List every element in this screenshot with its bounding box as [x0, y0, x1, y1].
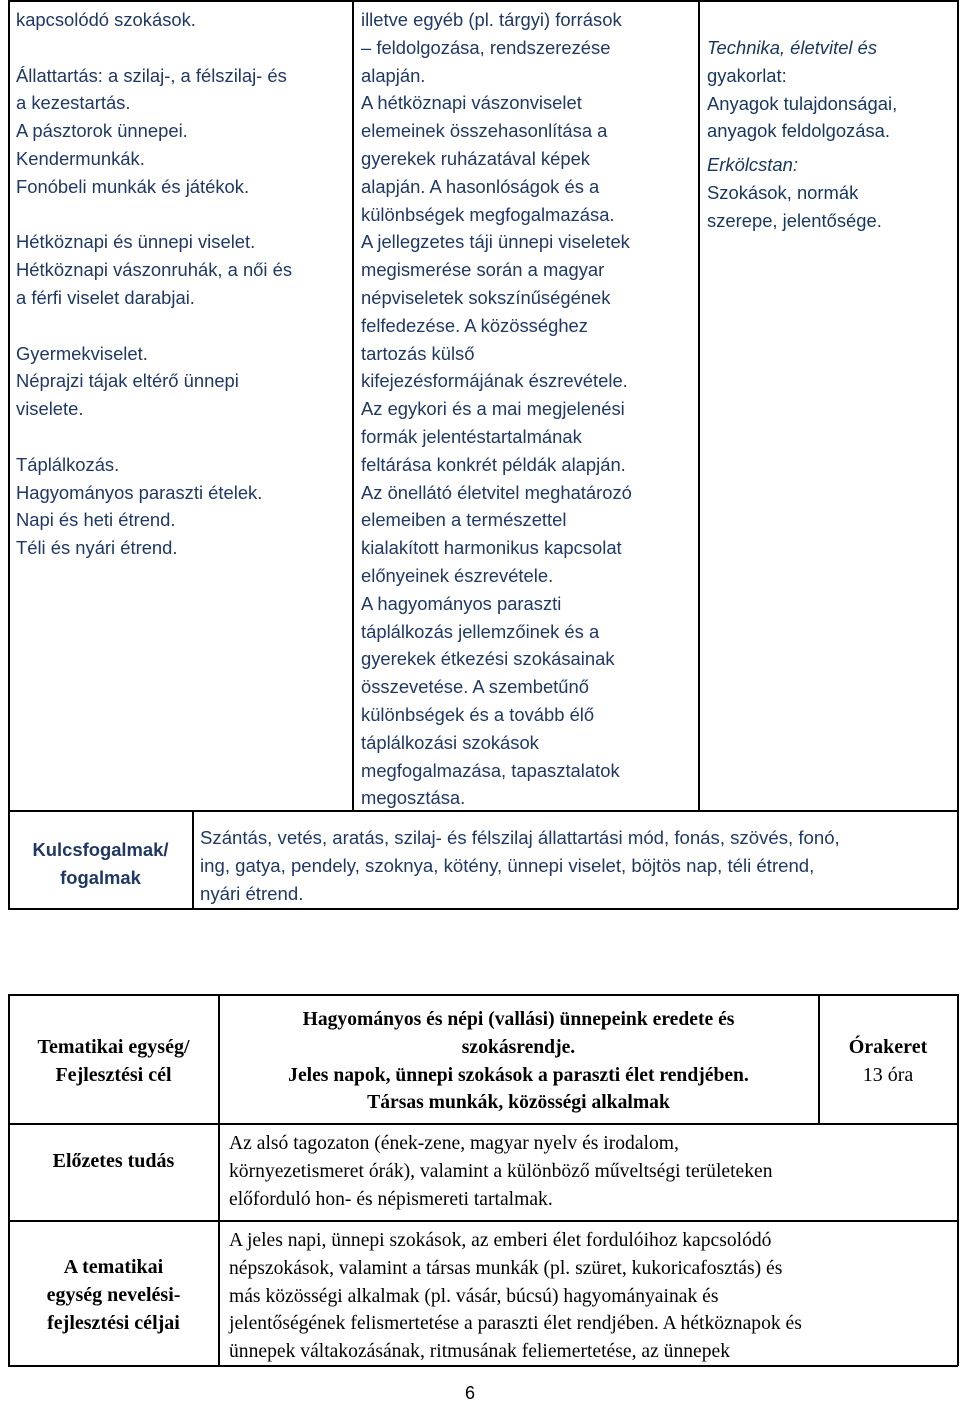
- table2-row-divider-2: [8, 1220, 958, 1222]
- topic-line: Állattartás: a szilaj-, a félszilaj- és: [16, 64, 287, 86]
- unit-label-line: Fejlesztési cél: [55, 1063, 172, 1086]
- unit-label: [9, 1034, 218, 1090]
- prior-knowledge-label: [9, 1148, 218, 1176]
- activity-line: népviseletek sokszínűségének: [361, 286, 611, 308]
- activity-line: elemeinek összehasonlítása a: [361, 120, 608, 142]
- content-topics-column: [16, 6, 352, 562]
- activity-line: feltárása konkrét példák alapján.: [361, 453, 626, 475]
- topic-line: Táplálkozás.: [16, 453, 120, 475]
- unit-title-line: Hagyományos és népi (vallási) ünnepeink eredete és: [302, 1009, 735, 1030]
- activities-column: [361, 6, 697, 812]
- keywords-label-line: fogalmak: [60, 866, 141, 888]
- subject-name-technology: Technika, életvitel és: [707, 37, 878, 58]
- activity-line: gyerekek étkezési szokásainak: [361, 648, 615, 670]
- table2-border-right: [957, 994, 959, 1366]
- activity-line: különbségek és a tovább élő: [361, 703, 595, 725]
- hours-box: [819, 1034, 957, 1090]
- activity-line: formák jelentéstartalmának: [361, 425, 582, 447]
- prior-label-line: Előzetes tudás: [52, 1150, 175, 1172]
- activity-line: illetve egyéb (pl. tárgyi) források: [361, 9, 622, 30]
- topic-line: Gyermekviselet.: [16, 342, 148, 364]
- goals-text: [229, 1227, 957, 1366]
- table1-border-bottom: [8, 908, 958, 910]
- prior-line: környezetismeret órák), valamint a különböző műveltségi területeken: [229, 1160, 773, 1182]
- goals-line: népszokások, valamint a társas munkák (pl. szüret, kukoricafosztás) és: [229, 1257, 783, 1279]
- goals-line: ünnepek váltakozásának, ritmusának feliemertetése, az ünnepek: [229, 1341, 731, 1363]
- table1-col-divider-2: [698, 0, 700, 811]
- activity-line: A hétköznapi vászonviselet: [361, 92, 582, 114]
- hours-value: 13 óra: [862, 1063, 914, 1086]
- unit-title-line: szokásrendje.: [461, 1036, 576, 1058]
- activity-line: Az egykori és a mai megjelenési: [361, 398, 625, 420]
- activity-line: A jellegzetes táji ünnepi viseletek: [361, 231, 630, 253]
- topic-line: a kezestartás.: [16, 92, 131, 114]
- topic-line: Napi és heti étrend.: [16, 509, 176, 531]
- activity-line: kifejezésformájának észrevétele.: [361, 370, 628, 392]
- table1-border-right: [957, 0, 959, 909]
- topic-line: a férfi viselet darabjai.: [16, 286, 195, 308]
- topic-line: Kendermunkák.: [16, 147, 145, 169]
- activity-line: A hagyományos paraszti: [361, 592, 562, 614]
- keywords-line: Szántás, vetés, aratás, szilaj- és félszilaj állattartási mód, fonás, szövés, fonó,: [200, 827, 840, 848]
- keywords-label-line: Kulcsfogalmak/: [32, 839, 169, 860]
- table2-border-top: [8, 994, 958, 996]
- table1-border-left: [8, 0, 10, 909]
- activity-line: megosztása.: [361, 787, 466, 809]
- activity-line: összevetése. A szembetűnő: [361, 676, 589, 698]
- table1-border-top: [8, 0, 958, 2]
- keywords-text: [200, 824, 956, 907]
- keywords-line: nyári étrend.: [200, 882, 304, 904]
- unit-title-line: Jeles napok, ünnepi szokások a paraszti élet rendjében.: [288, 1064, 749, 1086]
- table2-row-divider-1: [8, 1123, 958, 1125]
- goals-line: A jeles napi, ünnepi szokások, az emberi élet fordulóihoz kapcsolódó: [229, 1230, 772, 1251]
- activity-line: felfedezése. A közösséghez: [361, 314, 588, 336]
- activity-line: előnyeinek észrevétele.: [361, 564, 554, 586]
- unit-title-line: Társas munkák, közösségi alkalmak: [367, 1092, 670, 1114]
- topic-line: kapcsolódó szokások.: [16, 9, 196, 30]
- keywords-line: ing, gatya, pendely, szoknya, kötény, ünnepi viselet, böjtös nap, téli étrend,: [200, 854, 815, 876]
- prior-knowledge-text: [229, 1130, 957, 1213]
- activity-line: különbségek megfogalmazása.: [361, 203, 615, 225]
- unit-label-line: Tematikai egység/: [37, 1036, 190, 1058]
- activity-line: Az önellátó életvitel meghatározó: [361, 481, 632, 503]
- table1-keyword-divider: [192, 810, 194, 909]
- activity-line: alapján. A hasonlóságok és a: [361, 175, 600, 197]
- prior-line: előforduló hon- és népismereti tartalmak.: [229, 1188, 553, 1210]
- topic-line: viselete.: [16, 398, 84, 420]
- goals-label-line: fejlesztési céljai: [47, 1311, 180, 1334]
- activity-line: alapján.: [361, 64, 426, 86]
- topic-line: Hétköznapi és ünnepi viselet.: [16, 231, 256, 253]
- topic-line: Hagyományos paraszti ételek.: [16, 481, 263, 503]
- activity-line: megfogalmazása, tapasztalatok: [361, 759, 620, 781]
- goals-label: [9, 1254, 218, 1337]
- topic-line: Téli és nyári étrend.: [16, 537, 178, 559]
- prior-line: Az alsó tagozaton (ének-zene, magyar nyelv és irodalom,: [229, 1133, 679, 1154]
- activity-line: kialakított harmonikus kapcsolat: [361, 537, 622, 559]
- keywords-label: [9, 836, 192, 892]
- goals-line: más közösségi alkalmak (pl. vásár, búcsú) hagyományainak és: [229, 1285, 719, 1307]
- cross-curricular-column: [707, 34, 957, 235]
- connection-text: Anyagok tulajdonságai,: [707, 92, 898, 114]
- connection-text: Szokások, normák: [707, 181, 859, 203]
- activity-line: tartozás külső: [361, 342, 475, 364]
- topic-line: Néprajzi tájak eltérő ünnepi: [16, 370, 239, 392]
- subject-name-technology-b: gyakorlat:: [707, 64, 787, 86]
- page-number: 6: [464, 1383, 475, 1403]
- goals-label-line: egység nevelési-: [46, 1283, 181, 1306]
- activity-line: gyerekek ruházatával képek: [361, 147, 590, 169]
- unit-title: [219, 1006, 818, 1117]
- connection-text: szerepe, jelentősége.: [707, 209, 882, 231]
- topic-line: A pásztorok ünnepei.: [16, 120, 188, 142]
- activity-line: – feldolgozása, rendszerezése: [361, 36, 611, 58]
- hours-label: Órakeret: [848, 1036, 928, 1058]
- subject-name-ethics: Erkölcstan:: [707, 154, 798, 176]
- activity-line: elemeiben a természettel: [361, 509, 567, 531]
- goals-label-line: A tematikai: [63, 1256, 164, 1278]
- goals-line: jelentőségének felismertetése a paraszti élet rendjében. A hétköznapok és: [229, 1313, 802, 1335]
- table1-col-divider-1: [352, 0, 354, 811]
- activity-line: táplálkozási szokások: [361, 731, 539, 753]
- connection-text: anyagok feldolgozása.: [707, 120, 891, 142]
- topic-line: Hétköznapi vászonruhák, a női és: [16, 259, 293, 281]
- activity-line: megismerése során a magyar: [361, 259, 605, 281]
- activity-line: táplálkozás jellemzőinek és a: [361, 620, 600, 642]
- topic-line: Fonóbeli munkák és játékok.: [16, 175, 250, 197]
